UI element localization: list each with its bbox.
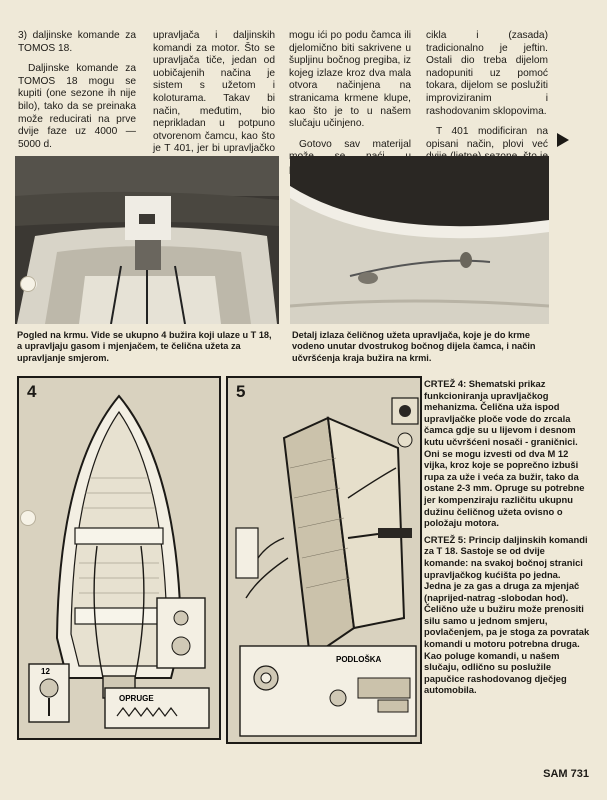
binder-hole xyxy=(20,276,36,292)
paragraph: upravljača i daljinskih komandi za motor. Što se upravljača tiče, jedan od uobičajenih načina je sistem s užetom i koloturama. Takav bi način, međutim, bio neprikladan u potpuno otvorenom čamcu, kao što je T 401, jer bi upravljačko xyxy=(153,30,275,155)
paragraph: T 401 modificiran na opisani način, plovi već xyxy=(426,126,548,150)
figure-5 xyxy=(226,376,422,744)
photo-detail-illustration xyxy=(290,156,549,324)
crtez5-title: CRTEŽ 5: xyxy=(424,533,467,545)
paragraph: cikla i (zasada) tradicionalno je jeftin. Ostali dio treba dijelom nadopuniti uz pomoć tokara, dijelom se poslužiti improviziranim i rashodovanim sklopovima. xyxy=(426,30,548,117)
figure-4 xyxy=(17,376,221,740)
paragraph: Gotovo sav materijal xyxy=(299,138,411,150)
paragraph: Daljinske komande za TOMOS 18 mogu se kupiti (one sezone ih nije bilo), tako da se preinaka može reducirati na prve dvije faze uz 4000 — 5000 d. xyxy=(18,63,136,150)
paragraph: 3) daljinske komande za TOMOS 18. xyxy=(18,30,136,54)
figure-5-drawing xyxy=(228,378,420,742)
photo-side-detail xyxy=(290,156,549,324)
photo-stern-view xyxy=(15,156,279,324)
binder-hole xyxy=(20,510,36,526)
page-number: SAM 731 xyxy=(543,768,589,780)
continue-arrow-icon xyxy=(557,133,569,147)
figure-number: 5 xyxy=(236,382,246,401)
figure-number: 4 xyxy=(27,382,37,401)
paragraph: mogu ići po podu čamca ili djelomično biti sakrivene u šupljinu bočnog pregiba, iz kojeg izlaze kroz dva mala otvora načinjena na stranicama krmene klupe, kao što je to u našem slučaju učinjeno. xyxy=(289,30,411,130)
crtez4-title: CRTEŽ 4: xyxy=(424,378,467,389)
springs-label: OPRUGE xyxy=(119,694,154,703)
crtez4-legend xyxy=(424,378,590,529)
photo-caption-2: Detalj izlaza čeličnog užeta upravljača, koje je do krme vodeno unutar dvostrukog bočnog dijela čamca, i način učvršćenja kraja bužira na krmi. xyxy=(292,330,536,363)
photo-stern-illustration xyxy=(15,156,279,324)
dimension-label: 12 xyxy=(41,667,50,676)
figure-4-drawing xyxy=(19,378,219,738)
crtez5-legend xyxy=(424,534,590,696)
crtez4-text: Shematski prikaz funkcioniranja upravljačkog mehanizma. Čelična uža ispod upravljačke ploče vode do zrcala čamca gdje su u lijevom i desnom kutu učvršćeni nosači - graničnici. Oni se mogu izvesti od dva M 12 vijka, kroz koje se poprečno izbuši rupa za uže i veća za bužir, tako da ostane 2-3 mm. Opruge su potrebne jer kompenziraju različitu ukupnu dužinu čeličnog užeta ovisno o položaju motora. xyxy=(424,378,585,529)
figure-legend xyxy=(424,378,590,701)
photo-caption-1: Pogled na krmu. Vide se ukupno 4 bužira koji ulaze u T 18, a upravljaju gasom i mjenjačem, te čelična užeta za upravljanje smjerom. xyxy=(17,330,272,363)
crtez5-text: Princip daljinskih komandi za T 18. Sastoje se od dvije komande: na svakoj bočnoj stranici upravljačkog kućišta po jedna. Jedna je za gas a druga za mjenjač (naprijed-natrag -slobodan hod). Čelično uže u bužiru može prenositi silu samo u jednom smjeru, povlačenjem, pa je stoga za povratak komandi u motoru potrebna druga. Kao poluge komandi, u našem slučaju, odlično su poslužile papučice rashodovanog dječjeg automobila. xyxy=(424,533,590,696)
washer-label: PODLOŠKA xyxy=(336,655,382,664)
